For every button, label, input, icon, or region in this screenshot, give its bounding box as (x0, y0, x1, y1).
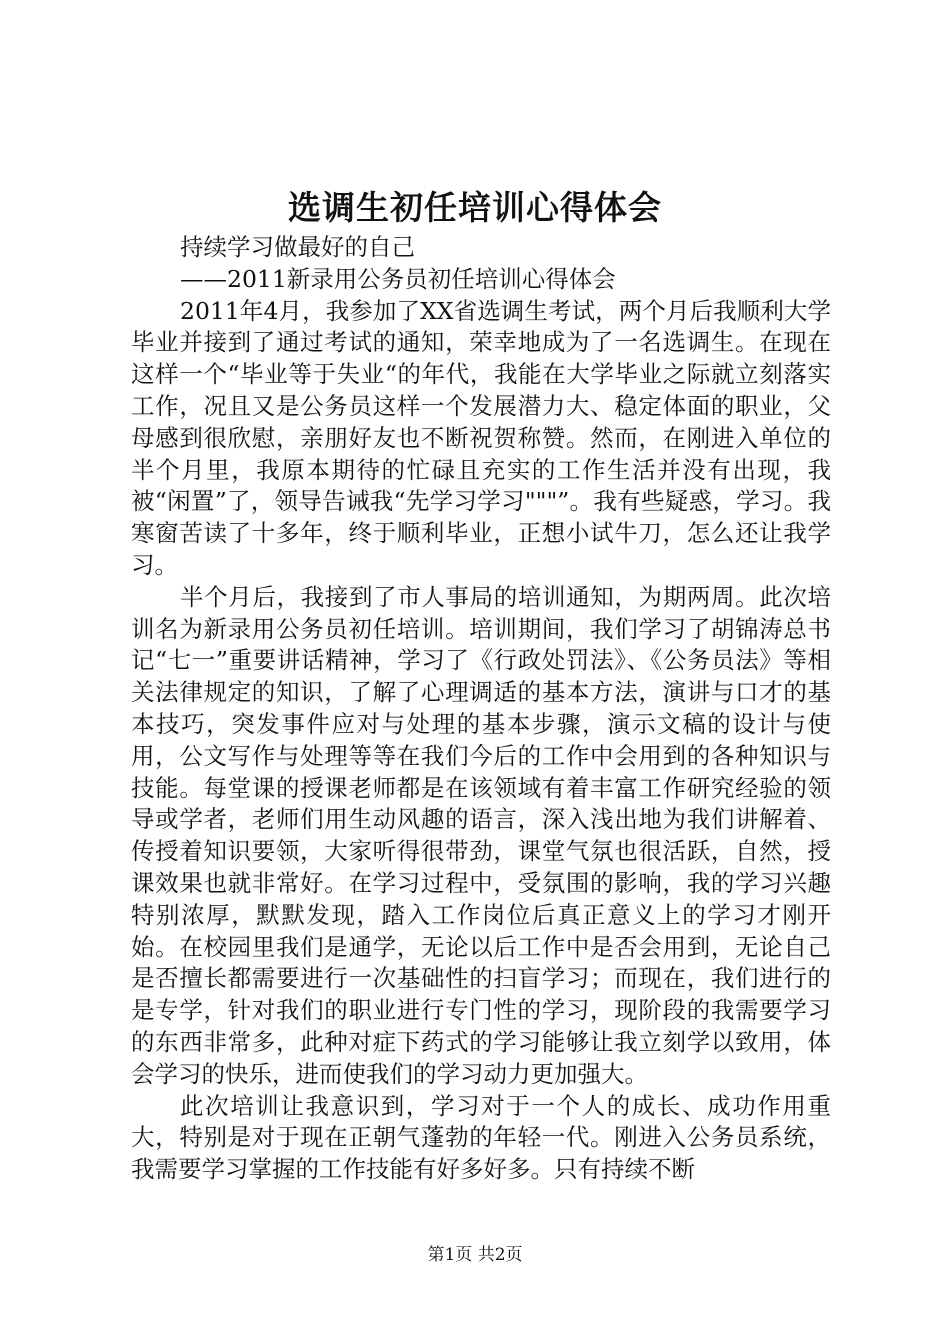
paragraph: 2011年4月，我参加了XX省选调生考试，两个月后我顺利大学毕业并接到了通过考试的通知，荣幸地成为了一名选调生。在现在这样一个“毕业等于失业“的年代，我能在大学毕业之际就立刻落实工作，况且又是公务员这样一个发展潜力大、稳定体面的职业，父母感到很欣慰，亲朋好友也不断祝贺称赞。然而，在刚进入单位的半个月里，我原本期待的忙碌且充实的工作生活并没有出现，我被“闲置”了，领导告诫我“先学习学习"""”。我有些疑惑，学习。我寒窗苦读了十多年，终于顺利毕业，正想小试牛刀，怎么还让我学习。 (131, 296, 831, 579)
paragraph: 此次培训让我意识到，学习对于一个人的成长、成功作用重大，特别是对于现在正朝气蓬勃的年轻一代。刚进入公务员系统，我需要学习掌握的工作技能有好多好多。只有持续不断 (131, 1091, 831, 1184)
paragraph: 半个月后，我接到了市人事局的培训通知，为期两周。此次培训名为新录用公务员初任培训。培训期间，我们学习了胡锦涛总书记“七一”重要讲话精神，学习了《行政处罚法》、《公务员法》等相关法律规定的知识，了解了心理调适的基本方法，演讲与口才的基本技巧，突发事件应对与处理的基本步骤，演示文稿的设计与使用，公文写作与处理等等在我们今后的工作中会用到的各种知识与技能。每堂课的授课老师都是在该领域有着丰富工作研究经验的领导或学者，老师们用生动风趣的语言，深入浅出地为我们讲解着、传授着知识要领，大家听得很带劲，课堂气氛也很活跃，自然，授课效果也就非常好。在学习过程中，受氛围的影响，我的学习兴趣特别浓厚，默默发现，踏入工作岗位后真正意义上的学习才刚开始。在校园里我们是通学，无论以后工作中是否会用到，无论自己是否擅长都需要进行一次基础性的扫盲学习；而现在，我们进行的是专学，针对我们的职业进行专门性的学习，现阶段的我需要学习的东西非常多，此种对症下药式的学习能够让我立刻学以致用，体会学习的快乐，进而使我们的学习动力更加强大。 (131, 582, 831, 1088)
page-number-footer: 第1页 共2页 (427, 1245, 523, 1265)
document-body (131, 232, 831, 1186)
document-title: 选调生初任培训心得体会 (288, 188, 662, 227)
byline: ——2011新录用公务员初任培训心得体会 (180, 264, 616, 293)
subtitle: 持续学习做最好的自己 (180, 233, 415, 261)
